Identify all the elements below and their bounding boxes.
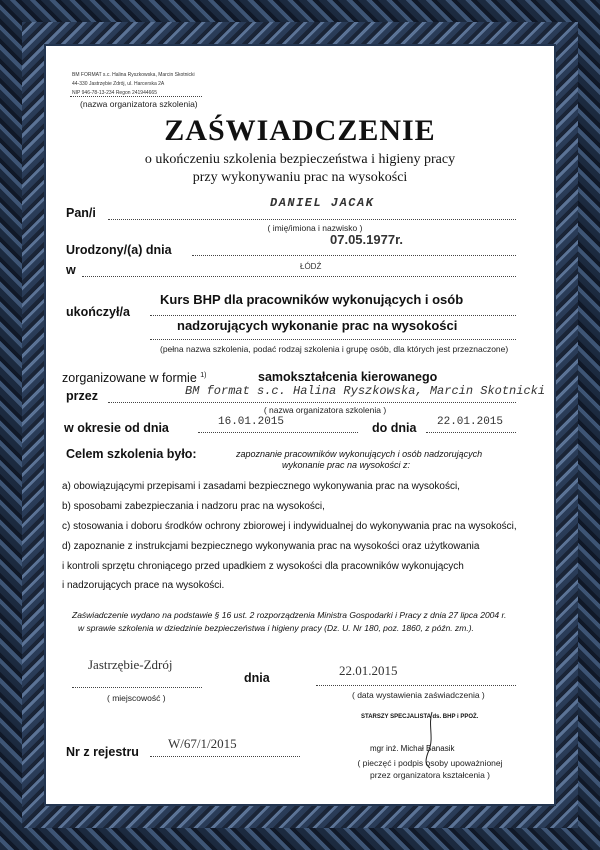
- organizer-by-caption: ( nazwa organizatora szkolenia ): [263, 405, 387, 415]
- period-to-label: do dnia: [372, 421, 417, 435]
- form-value: samokształcenia kierowanego: [258, 370, 438, 384]
- issue-place: Jastrzębie-Zdrój: [88, 657, 173, 672]
- signature-stamp-title: STARSZY SPECJALISTA ds. BHP i PPOŻ.: [361, 714, 479, 720]
- certificate-subtitle-2: przy wykonywaniu prac na wysokości: [192, 170, 408, 185]
- legal-basis-line2: w sprawie szkolenia w dziedzinie bezpieczeństwa i higieny pracy (Dz. U. Nr 180, poz. 1860, z późn. zm.).: [78, 623, 474, 633]
- course-name-line2: nadzorujących wykonanie prac na wysokości: [177, 318, 458, 333]
- organizer-caption: (nazwa organizatora szkolenia): [80, 99, 198, 109]
- period-from-label: w okresie od dnia: [64, 421, 169, 435]
- course-caption: (pełna nazwa szkolenia, podać rodzaj szkolenia i grupę osób, dla których jest przeznaczone): [160, 344, 509, 354]
- goal-item-d-cont-1: i kontroli sprzętu chroniącego przed upadkiem z wysokości dla pracowników wykonujących: [62, 561, 464, 572]
- born-label: Urodzony/(a) dnia: [66, 243, 172, 257]
- goal-item-b: b) sposobami zabezpieczania i nadzoru prac na wysokości,: [62, 501, 325, 512]
- issue-date-caption: ( data wystawienia zaświadczenia ): [352, 690, 485, 700]
- person-name-caption: ( imię/imiona i nazwisko ): [267, 223, 363, 233]
- person-name: DANIEL JACAK: [270, 196, 375, 210]
- born-date: 07.05.1977r.: [330, 232, 404, 247]
- goal-intro-2: wykonanie prac na wysokości z:: [282, 460, 411, 470]
- goal-item-c: c) stosowania i doboru środków ochrony zbiorowej i indywidualnej do wykonywania prac na wysokości,: [62, 521, 517, 532]
- registry-label: Nr z rejestru: [66, 745, 139, 759]
- organizer-stamp-line2: 44-330 Jastrzębie Zdrój, ul. Harcerska 2A: [72, 81, 165, 87]
- registry-value: W/67/1/2015: [168, 736, 237, 751]
- organizer-stamp-line1: BM FORMAT s.c. Halina Ryszkowska, Marcin Skotnicki: [72, 72, 195, 78]
- period-to-value: 22.01.2015: [437, 416, 504, 428]
- goal-item-d: d) zapoznanie z instrukcjami bezpiecznego wykonywania prac na wysokości oraz użytkowania: [62, 541, 480, 552]
- legal-basis-line1: Zaświadczenie wydano na podstawie § 16 ust. 2 rozporządzenia Ministra Gospodarki i Pracy z dnia 27 lipca 2004 r.: [72, 610, 507, 620]
- period-from-value: 16.01.2015: [218, 416, 285, 428]
- birth-place: ŁÓDŹ: [300, 262, 322, 271]
- signature-caption-2: przez organizatora kształcenia ): [369, 770, 490, 780]
- goal-intro-1: zapoznanie pracowników wykonujących i osób nadzorujących: [236, 449, 483, 459]
- goal-label: Celem szkolenia było:: [66, 447, 197, 461]
- goal-item-a: a) obowiązującymi przepisami i zasadami bezpiecznego wykonywania prac na wysokości,: [62, 481, 460, 492]
- goal-item-d-cont-2: i nadzorujących prace na wysokości.: [62, 580, 225, 591]
- certificate-subtitle-1: o ukończeniu szkolenia bezpieczeństwa i higieny pracy: [144, 152, 456, 167]
- course-name-line1: Kurs BHP dla pracowników wykonujących i osób: [160, 292, 464, 307]
- issue-date-label: dnia: [244, 671, 270, 685]
- issue-place-caption: ( miejscowość ): [107, 693, 166, 703]
- issue-date: 22.01.2015: [339, 663, 398, 678]
- person-label: Pan/i: [66, 206, 96, 220]
- signature-stamp-name: mgr inż. Michał Banasik: [370, 744, 455, 753]
- place-label: w: [66, 263, 76, 277]
- certificate-title: ZAŚWIADCZENIE: [164, 114, 436, 147]
- signature-caption-1: ( pieczęć i podpis osoby upoważnionej: [357, 758, 503, 768]
- form-label: zorganizowane w formie $^{1)}$: [62, 371, 207, 385]
- organizer-stamp-line3: NIP 946-78-13-234 Regon 241944665: [72, 90, 157, 96]
- organizer-by-label: przez: [66, 389, 98, 403]
- course-label: ukończył/a: [66, 305, 130, 319]
- organizer-by-value: BM format s.c. Halina Ryszkowska, Marcin Skotnicki: [185, 384, 546, 398]
